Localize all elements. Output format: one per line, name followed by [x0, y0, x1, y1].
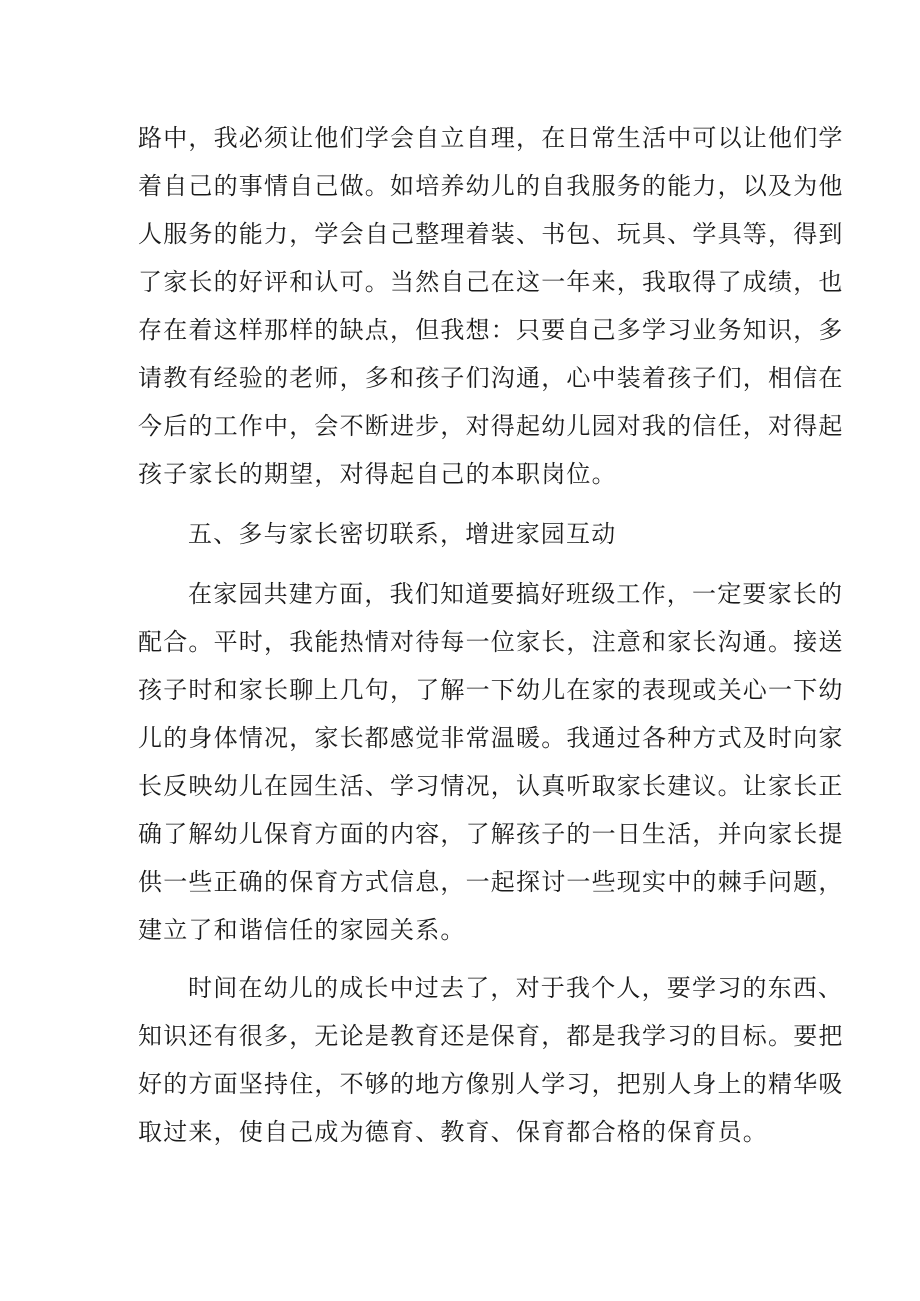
paragraph-line: 知识还有很多，无论是教育还是保育，都是我学习的目标。要把: [138, 1022, 844, 1050]
paragraph-line: 配合。平时，我能热情对待每一位家长，注意和家长沟通。接送: [138, 628, 844, 656]
paragraph-line: 路中，我必须让他们学会自立自理，在日常生活中可以让他们学: [138, 124, 844, 152]
paragraph-line: 时间在幼儿的成长中过去了，对于我个人，要学习的东西、: [188, 974, 844, 1002]
paragraph-line: 好的方面坚持住，不够的地方像别人学习，把别人身上的精华吸: [138, 1070, 844, 1098]
paragraph-line: 取过来，使自己成为德育、教育、保育都合格的保育员。: [138, 1118, 768, 1146]
section-heading: [138, 510, 798, 558]
paragraph-line: 供一些正确的保育方式信息，一起探讨一些现实中的棘手问题，: [138, 868, 844, 896]
paragraph-line: 建立了和谐信任的家园关系。: [138, 916, 466, 944]
paragraph-line: 了家长的好评和认可。当然自己在这一年来，我取得了成绩，也: [138, 268, 844, 296]
paragraph-line: 在家园共建方面，我们知道要搞好班级工作，一定要家长的: [188, 580, 844, 608]
paragraph-line: 确了解幼儿保育方面的内容，了解孩子的一日生活，并向家长提: [138, 820, 844, 848]
paragraph-continuation: [138, 114, 844, 498]
paragraph-line: 请教有经验的老师，多和孩子们沟通，心中装着孩子们，相信在: [138, 364, 844, 392]
paragraph-home-school: [138, 570, 844, 954]
paragraph-line: 今后的工作中，会不断进步，对得起幼儿园对我的信任，对得起: [138, 412, 844, 440]
paragraph-line: 存在着这样那样的缺点，但我想：只要自己多学习业务知识，多: [138, 316, 844, 344]
paragraph-line: 着自己的事情自己做。如培养幼儿的自我服务的能力，以及为他: [138, 172, 844, 200]
heading-five: 五、多与家长密切联系，增进家园互动: [188, 520, 617, 548]
paragraph-line: 人服务的能力，学会自己整理着装、书包、玩具、学具等，得到: [138, 220, 844, 248]
paragraph-line: 长反映幼儿在园生活、学习情况，认真听取家长建议。让家长正: [138, 772, 844, 800]
paragraph-line: 儿的身体情况，家长都感觉非常温暖。我通过各种方式及时向家: [138, 724, 844, 752]
paragraph-line: 孩子家长的期望，对得起自己的本职岗位。: [138, 460, 617, 488]
paragraph-conclusion: [138, 964, 844, 1156]
paragraph-line: 孩子时和家长聊上几句，了解一下幼儿在家的表现或关心一下幼: [138, 676, 844, 704]
